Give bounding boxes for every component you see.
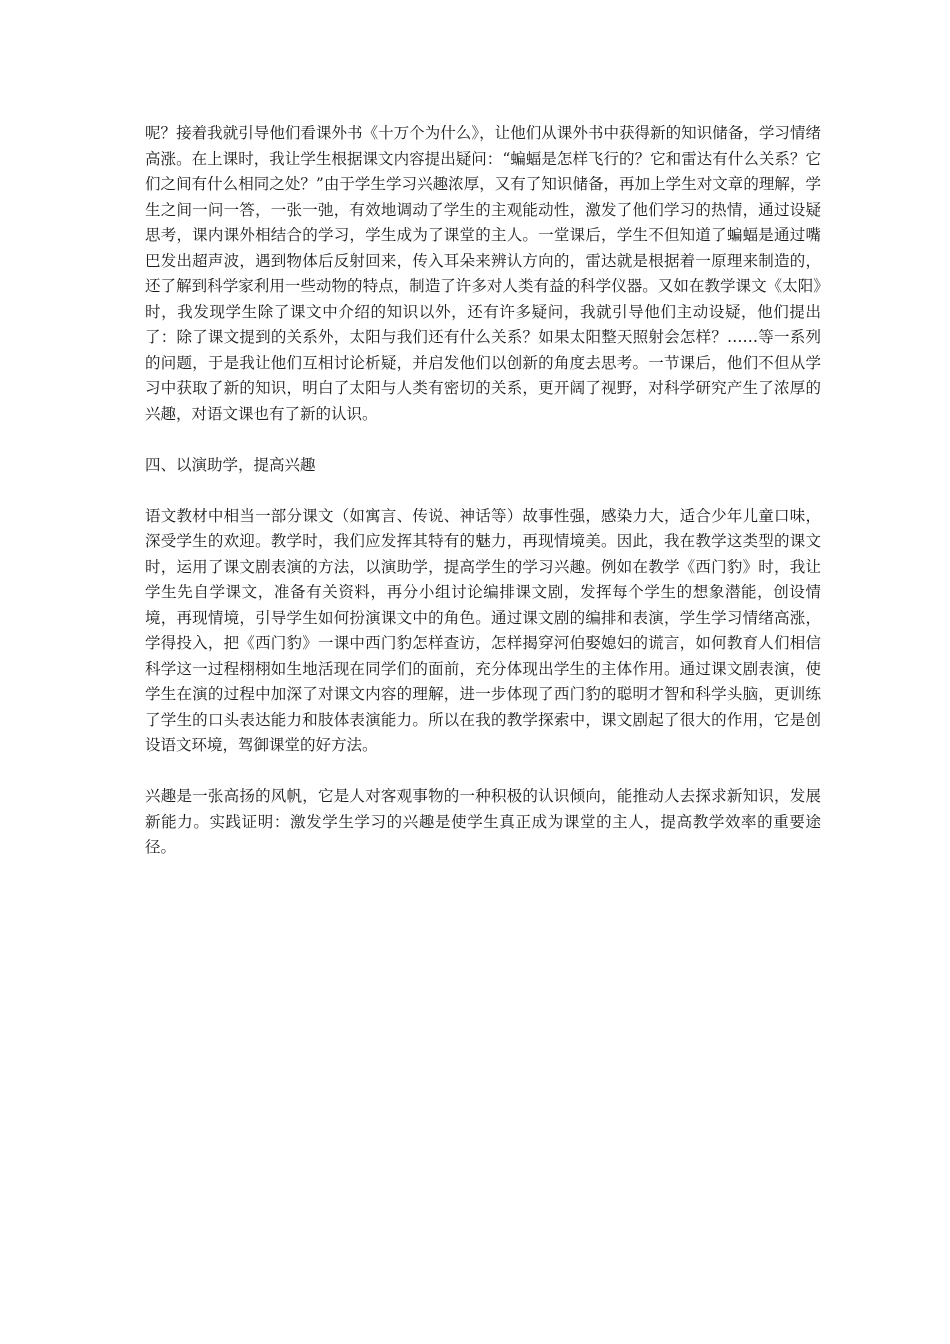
paragraph-textbook-drama: 语文教材中相当一部分课文（如寓言、传说、神话等）故事性强，感染力大，适合少年儿童口味，深受学生的欢迎。教学时，我们应发挥其特有的魅力，再现情境美。因此，我在教学这类型的课文时，运用了课文剧表演的方法，以演助学，提高学生的学习兴趣。例如在教学《西门豹》时，我让学生先自学课文，准备有关资料，再分小组讨论编排课文剧，发挥每个学生的想象潜能，创设情境，再现情境，引导学生如何扮演课文中的角色。通过课文剧的编排和表演，学生学习情绪高涨，学得投入，把《西门豹》一课中西门豹怎样查访，怎样揭穿河伯娶媳妇的谎言，如何教育人们相信科学这一过程栩栩如生地活现在同学们的面前，充分体现出学生的主体作用。通过课文剧表演，使学生在演的过程中加深了对课文内容的理解，进一步体现了西门豹的聪明才智和科学头脑，更训练了学生的口头表达能力和肢体表演能力。所以在我的教学探索中，课文剧起了很大的作用，它是创设语文环境，驾御课堂的好方法。 bbox=[145, 506, 821, 754]
section-heading-four: 四、以演助学，提高兴趣 bbox=[145, 455, 316, 474]
document-body bbox=[145, 121, 821, 886]
paragraph-bat-and-sun-lessons: 呢？接着我就引导他们看课外书《十万个为什么》，让他们从课外书中获得新的知识储备，学习情绪高涨。在上课时，我让学生根据课文内容提出疑问：“蝙蝠是怎样飞行的？它和雷达有什么关系？它们之间有什么相同之处？”由于学生学习兴趣浓厚，又有了知识储备，再加上学生对文章的理解，学生之间一问一答，一张一弛，有效地调动了学生的主观能动性，激发了他们学习的热情，通过设疑思考，课内课外相结合的学习，学生成为了课堂的主人。一堂课后，学生不但知道了蝙蝠是通过嘴巴发出超声波，遇到物体后反射回来，传入耳朵来辨认方向的，雷达就是根据着一原理来制造的，还了解到科学家利用一些动物的特点，制造了许多对人类有益的科学仪器。又如在教学课文《太阳》时，我发现学生除了课文中介绍的知识以外，还有许多疑问，我就引导他们主动设疑，他们提出了：除了课文提到的关系外，太阳与我们还有什么关系？如果太阳整天照射会怎样？……等一系列的问题，于是我让他们互相讨论析疑，并启发他们以创新的角度去思考。一节课后，他们不但从学习中获取了新的知识，明白了太阳与人类有密切的关系，更开阔了视野，对科学研究产生了浓厚的兴趣，对语文课也有了新的认识。 bbox=[145, 124, 821, 423]
paragraph-conclusion: 兴趣是一张高扬的风帆，它是人对客观事物的一种积极的认识倾向，能推动人去探求新知识，发展新能力。实践证明：激发学生学习的兴趣是使学生真正成为课堂的主人，提高教学效率的重要途径。 bbox=[145, 787, 821, 856]
